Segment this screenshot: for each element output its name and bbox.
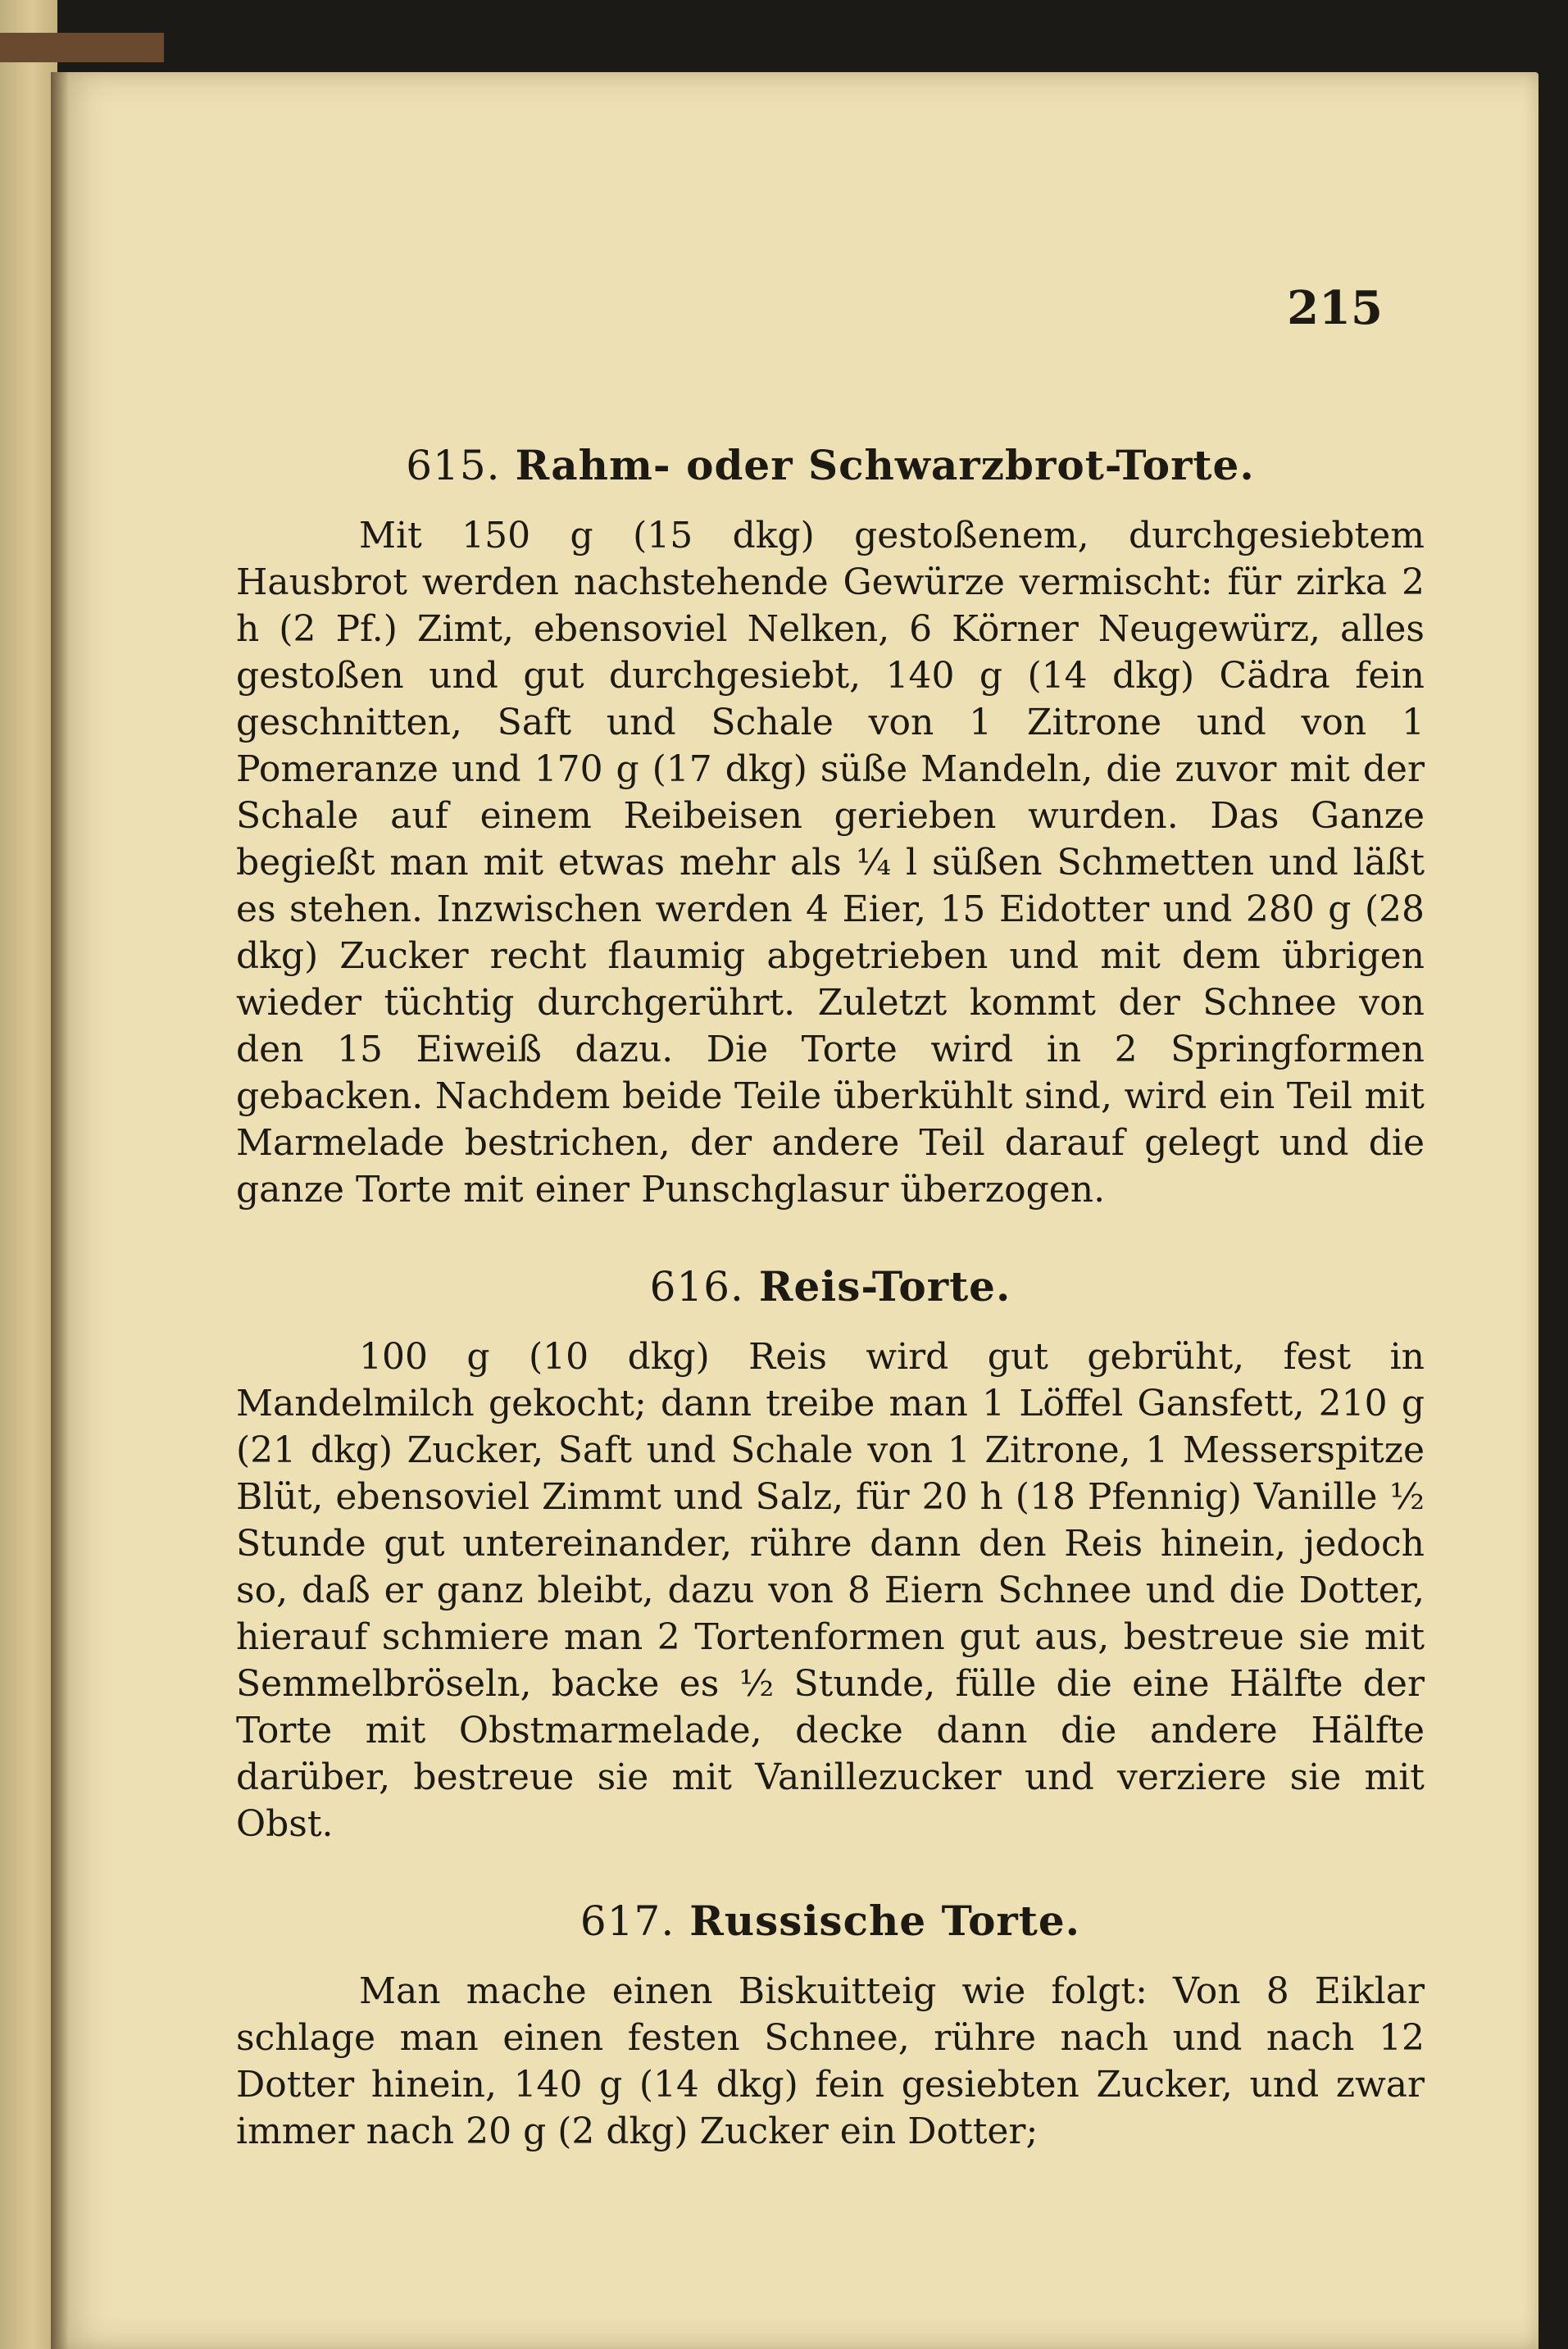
recipe-title: [236, 441, 1425, 489]
page-number: 215: [1287, 281, 1383, 335]
recipe-615: [236, 441, 1425, 1213]
recipe-number: 615.: [406, 442, 501, 489]
book-page: [51, 72, 1538, 2349]
recipe-number: 616.: [649, 1263, 744, 1311]
recipe-name: Reis-Torte.: [758, 1262, 1011, 1311]
recipe-text: Mit 150 g (15 dkg) gestoßenem, durchgesiebtem Hausbrot werden nachstehende Gewürze vermischt: für zirka 2 h (2 Pf.) Zimt, ebensoviel Nelken, 6 Körner Neugewürz, alles gestoßen und gut durchgesiebt, 140 g (14 dkg) Cädra fein geschnitten, Saft und Schale von 1 Zitrone und von 1 Pomeranze und 170 g (17 dkg) süße Mandeln, die zuvor mit der Schale auf einem Reibeisen gerieben wurden. Das Ganze begießt man mit etwas mehr als ¼ l süßen Schmetten und läßt es stehen. Inzwischen werden 4 Eier, 15 Eidotter und 280 g (28 dkg) Zucker recht flaumig abgetrieben und mit dem übrigen wieder tüchtig durchgerührt. Zuletzt kommt der Schnee von den 15 Eiweiß dazu. Die Torte wird in 2 Springformen gebacken. Nachdem beide Teile überkühlt sind, wird ein Teil mit Marmelade bestrichen, der andere Teil darauf gelegt und die ganze Torte mit einer Punschglasur überzogen.: [236, 515, 1425, 1211]
recipe-number: 617.: [579, 1897, 675, 1945]
recipe-617: [236, 1897, 1425, 2155]
recipe-name: Rahm- oder Schwarzbrot-Torte.: [515, 441, 1255, 489]
binding-band: [0, 33, 164, 62]
page-gutter-shadow: [51, 72, 69, 2349]
page-content: [236, 441, 1425, 2204]
recipe-text: 100 g (10 dkg) Reis wird gut gebrüht, fest in Mandelmilch gekocht; dann treibe man 1 Löffel Gansfett, 210 g (21 dkg) Zucker, Saft und Schale von 1 Zitrone, 1 Messerspitze Blüt, ebensoviel Zimmt und Salz, für 20 h (18 Pfennig) Vanille ½ Stunde gut untereinander, rühre dann den Reis hinein, jedoch so, daß er ganz bleibt, dazu von 8 Eiern Schnee und die Dotter, hierauf schmiere man 2 Tortenformen gut aus, bestreue sie mit Semmelbröseln, backe es ½ Stunde, fülle die eine Hälfte der Torte mit Obstmarmelade, decke dann die andere Hälfte darüber, bestreue sie mit Vanillezucker und verziere sie mit Obst.: [236, 1336, 1425, 1845]
recipe-title: [236, 1262, 1425, 1311]
adjacent-page-edge: [0, 0, 57, 2349]
recipe-text: Man mache einen Biskuitteig wie folgt: Von 8 Eiklar schlage man einen festen Schnee, rühre nach und nach 12 Dotter hinein, 140 g (14 dkg) fein gesiebten Zucker, und zwar immer nach 20 g (2 dkg) Zucker ein Dotter;: [236, 1970, 1425, 2152]
recipe-name: Russische Torte.: [689, 1897, 1081, 1945]
recipe-616: [236, 1262, 1425, 1847]
recipe-title: [236, 1897, 1425, 1945]
